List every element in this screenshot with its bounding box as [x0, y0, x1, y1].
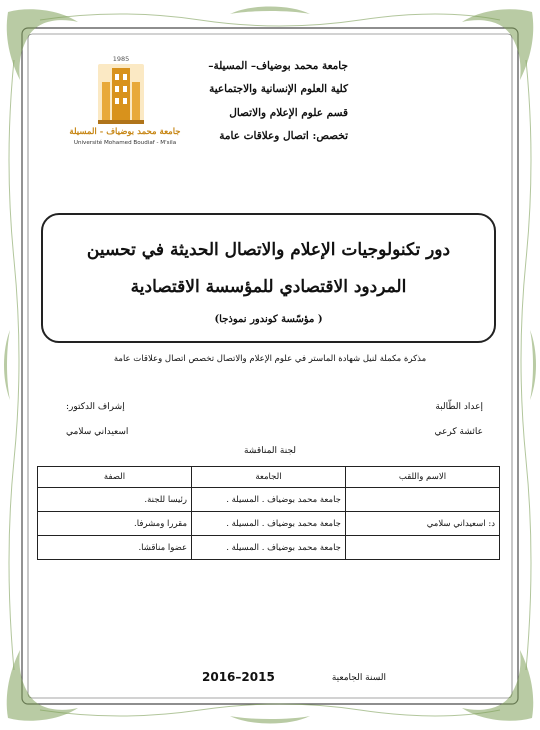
faculty-name: كلية العلوم الإنسانية والاجتماعية [209, 83, 348, 95]
academic-year-label: السنة الجامعية [331, 673, 386, 683]
jury-member-name: د: اسعيداني سلامي [345, 512, 499, 536]
jury-table [37, 466, 500, 560]
logo-name-ar: جامعة محمد بوضياف - المسيلة [69, 127, 181, 137]
thesis-description: مذكرة مكملة لنيل شهادة الماستر في علوم الإعلام والاتصال تخصص اتصال وعلاقات عامة [113, 354, 427, 364]
student-name: عائشة كرعي [434, 427, 483, 437]
table-row [38, 536, 500, 560]
jury-title: لجنة المناقشة [243, 446, 296, 456]
specialty: تخصص: اتصال وعلاقات عامة [219, 130, 348, 142]
tower-icon [98, 64, 144, 124]
thesis-title-line1: دور تكنولوجيات الإعلام والاتصال الحديثة في تحسين [86, 240, 451, 260]
jury-member-role: مقررا ومشرفا. [38, 512, 192, 536]
university-logo [60, 55, 190, 153]
thesis-subtitle: ( مؤسّسة كوندور نموذجا) [214, 314, 323, 325]
university-name: جامعة محمد بوضياف– المسيلة– [208, 60, 348, 72]
jury-member-role: رئيسا للجنة. [38, 488, 192, 512]
prepared-by-label: إعداد الطّالبة [435, 402, 483, 412]
table-row [38, 488, 500, 512]
column-header-role: الصفة [38, 467, 192, 488]
jury-member-university: جامعة محمد بوضياف . المسيلة . [192, 512, 346, 536]
jury-member-university: جامعة محمد بوضياف . المسيلة . [192, 536, 346, 560]
jury-member-role: عضوا مناقشا. [38, 536, 192, 560]
thesis-title-line2: المردود الاقتصادي للمؤسسة الاقتصادية [130, 277, 407, 297]
jury-member-university: جامعة محمد بوضياف . المسيلة . [192, 488, 346, 512]
supervisor-label: إشراف الدكتور: [66, 402, 125, 412]
department-name: قسم علوم الإعلام والاتصال [229, 107, 348, 119]
jury-member-name [345, 488, 499, 512]
supervisor-name: اسعيداني سلامي [66, 427, 129, 437]
logo-name-en: Université Mohamed Boudiaf - M'sila [73, 140, 177, 146]
table-row [38, 512, 500, 536]
column-header-university: الجامعة [192, 467, 346, 488]
academic-year-value: 2016–2015 [202, 670, 275, 684]
column-header-name: الاسم واللقب [345, 467, 499, 488]
table-header-row [38, 467, 500, 488]
logo-year: 1985 [112, 55, 130, 63]
jury-member-name [345, 536, 499, 560]
